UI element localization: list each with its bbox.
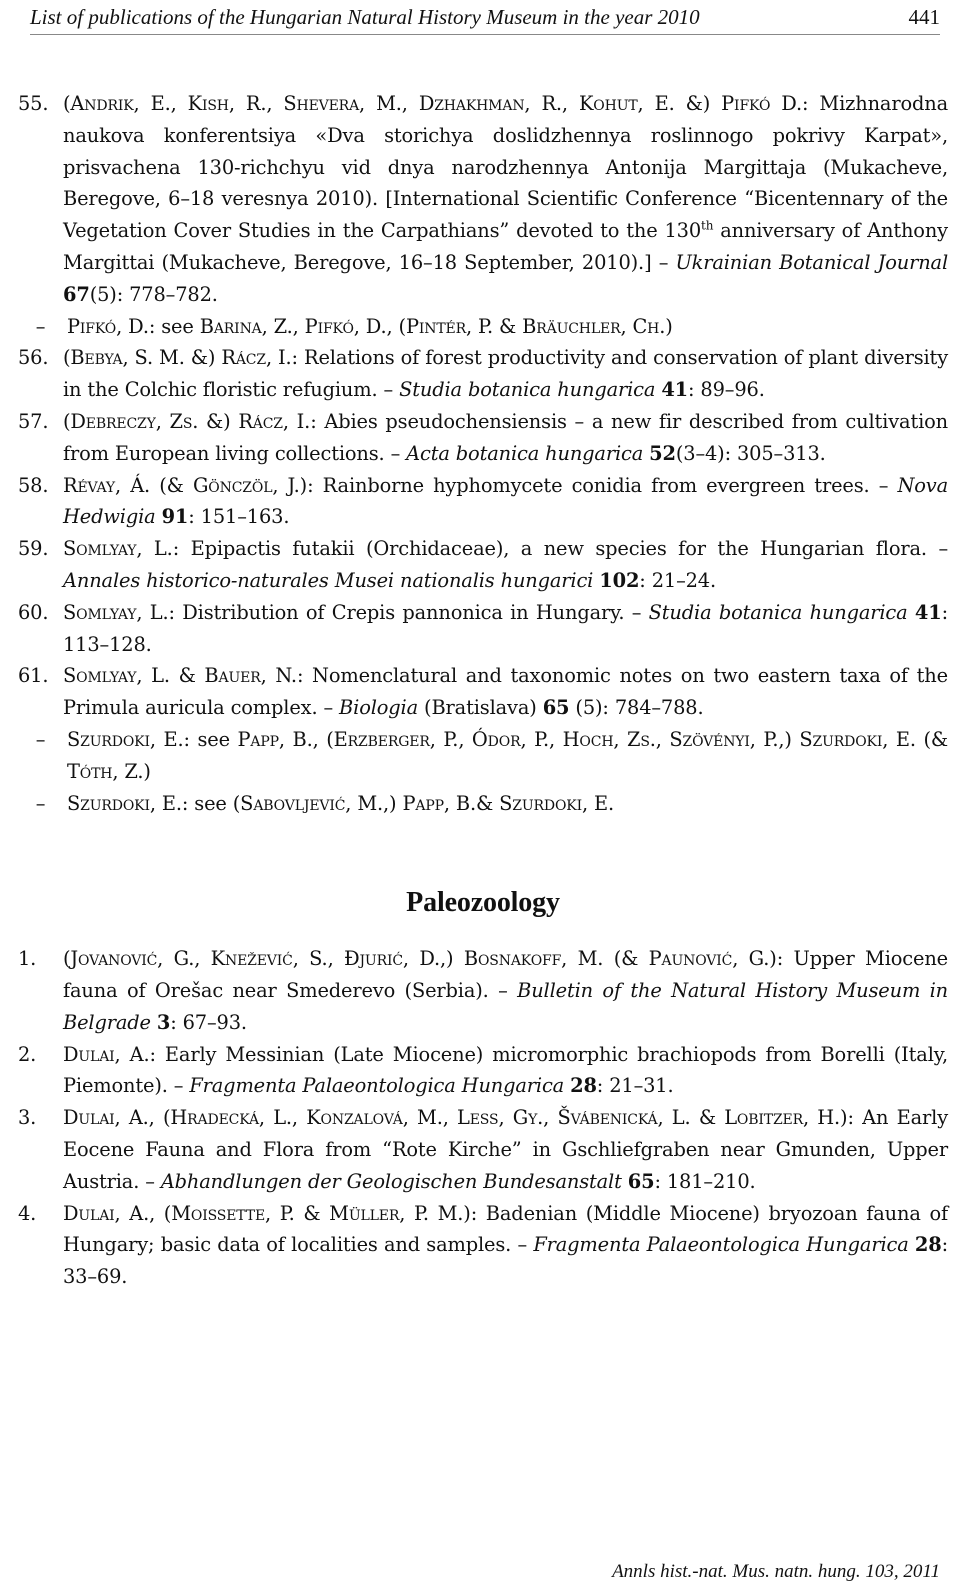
page-number: 441: [908, 4, 940, 29]
entry-volume: 91: [161, 505, 189, 529]
section-heading: Paleozoology: [406, 887, 560, 919]
entry-journal: Studia botanica hungarica: [648, 600, 908, 624]
entry-text: [63, 943, 948, 1038]
entry-authors: Dulai, A., (Hradecká, L., Konzalová, M., Less, Gy., Švábenická, L. & Lobitzer, H.): [63, 1106, 848, 1130]
entry-pages: : 21–31.: [596, 1074, 674, 1098]
entry-journal: Biologia: [339, 696, 419, 720]
entry-pages: : 33–69.: [63, 1233, 948, 1289]
entry-title: : Early Messinian (Late Miocene) micromorphic brachiopods from Borelli (Italy, Piemonte). –: [63, 1042, 948, 1098]
entry-crossref: Papp, B., (Erzberger, P., Ódor, P., Hoch, Zs., Szövényi, P.,) Szurdoki, E. (& Tóth, Z.): [67, 727, 948, 783]
entry-pages: (3–4): 305–313.: [675, 441, 826, 465]
entry-title: : Nomenclatural and taxonomic notes on two eastern taxa of the Primula auricula complex. –: [63, 664, 948, 720]
entry-title: : Upper Miocene fauna of Orešac near Smederevo (Serbia). –: [63, 947, 948, 1002]
entry-text: [63, 88, 948, 311]
entry-title: : Epipactis futakii (Orchidaceae), a new species for the Hungarian flora. –: [172, 537, 949, 561]
running-title: List of publications of the Hungarian Natural History Museum in the year 2010: [30, 4, 700, 29]
entry-text: [63, 1198, 948, 1293]
entry-journal: Acta botanica hungarica: [406, 441, 644, 465]
entry-volume: 52: [649, 441, 676, 465]
entry-pages: : 89–96.: [688, 378, 765, 402]
entry-volume: 3: [156, 1010, 171, 1034]
entry-authors: Pifkó, D.: [67, 314, 149, 338]
entry-journal: Fragmenta Palaeontologica Hungarica: [189, 1074, 565, 1098]
entry-pages: : 151–163.: [188, 505, 290, 529]
superscript: th: [701, 218, 714, 233]
entry-text: [63, 406, 948, 470]
entry-text: [63, 597, 948, 661]
entry-text: [63, 1039, 948, 1103]
entry-number: 1.: [18, 947, 37, 971]
publication-entry: [18, 533, 948, 597]
entry-pages: (5): 784–788.: [569, 696, 704, 720]
entry-volume: 28: [570, 1074, 597, 1098]
publication-entry: [18, 1039, 948, 1103]
publication-entry: [18, 1102, 948, 1197]
publication-entry: [18, 88, 948, 311]
publication-entry: [18, 597, 948, 661]
entry-authors: Szurdoki, E.: [67, 727, 184, 751]
publication-entry: [18, 342, 948, 406]
entry-authors: (Bebya, S. M. &) Rácz, I.: [63, 346, 292, 370]
entry-authors: Somlyay, L.: [63, 600, 169, 624]
entry-text: [67, 788, 948, 820]
entry-number: 2.: [18, 1042, 37, 1066]
entry-authors: (Debreczy, Zs. &) Rácz, I.: [63, 409, 311, 433]
publication-entry: [18, 311, 948, 343]
publication-entry: [18, 788, 948, 820]
entry-authors: Somlyay, L.: [63, 537, 173, 561]
entry-journal-place: (Bratislava): [418, 696, 543, 720]
entry-journal: Studia botanica hungarica: [399, 378, 656, 402]
entry-number: 55.: [18, 92, 49, 115]
entry-text: [67, 311, 948, 343]
entry-see: : see: [181, 791, 233, 815]
entry-number: 59.: [18, 537, 49, 561]
publication-entry: [18, 943, 948, 1038]
entry-title: : An Early Eocene Fauna and Flora from “Rote Kirche” in Gschliefgraben near Gmunden, Upper Austria. –: [63, 1106, 948, 1193]
entry-number: 58.: [18, 473, 49, 497]
publication-entry: [18, 470, 948, 534]
running-header: [30, 0, 940, 35]
entry-number: –: [35, 791, 46, 815]
entry-number: –: [35, 314, 46, 338]
publication-entry: [18, 660, 948, 724]
entry-crossref: Barina, Z., Pifkó, D., (Pintér, P. & Bräuchler, Ch.): [199, 314, 673, 338]
entry-number: 57.: [18, 409, 49, 433]
page-footer: Annls hist.-nat. Mus. natn. hung. 103, 2011: [612, 1561, 940, 1582]
entry-title: : Relations of forest productivity and conservation of plant diversity in the Colchic floristic refugium. –: [63, 346, 948, 402]
page-content: [18, 88, 948, 1293]
entry-volume: 41: [661, 378, 688, 402]
entry-text: [63, 470, 948, 534]
entry-number: –: [35, 727, 46, 751]
entry-text: [67, 724, 948, 788]
entry-authors: Dulai, A., (Moissette, P. & Müller, P. M.): [63, 1201, 471, 1225]
entry-volume: 28: [914, 1233, 942, 1257]
entry-number: 60.: [18, 600, 49, 624]
entry-title: : Distribution of Crepis pannonica in Hungary. –: [168, 600, 649, 624]
entry-authors: Révay, Á. (& Gönczöl, J.): [63, 473, 308, 497]
entry-volume: 67: [63, 282, 90, 306]
entry-text: [63, 1102, 948, 1197]
entry-see: : see: [183, 727, 238, 751]
entry-title: : Abies pseudochensiensis – a new fir described from cultivation from European living collections. –: [63, 409, 949, 465]
entry-authors: Szurdoki, E.: [67, 791, 182, 815]
entry-journal: Bulletin of the Natural History Museum in Belgrade: [63, 978, 949, 1034]
entry-pages: : 113–128.: [63, 600, 948, 656]
entry-text: [63, 533, 948, 597]
entry-volume: 102: [599, 568, 640, 592]
entry-text: [63, 342, 948, 406]
entry-crossref: (Sabovljević, M.,) Papp, B.& Szurdoki, E.: [232, 791, 615, 815]
entry-journal: Nova Hedwigia: [63, 473, 948, 529]
entry-pages: : 181–210.: [654, 1169, 756, 1193]
publication-entry: [18, 724, 948, 788]
entry-number: 61.: [18, 664, 49, 688]
entry-title: : Badenian (Middle Miocene) bryozoan fauna of Hungary; basic data of localities and samples. –: [63, 1201, 948, 1257]
entry-title: : Rainborne hyphomycete conidia from evergreen trees. –: [307, 473, 898, 497]
entry-volume: 41: [914, 600, 942, 624]
entry-see: : see: [148, 314, 200, 338]
entry-pages: : 67–93.: [170, 1010, 247, 1034]
entry-pages: : 21–24.: [639, 568, 717, 592]
entry-authors: Dulai, A.: [63, 1042, 150, 1066]
entry-text: [63, 660, 948, 724]
entry-number: 4.: [18, 1201, 37, 1225]
entry-authors: Somlyay, L. & Bauer, N.: [63, 664, 297, 688]
publication-entry: [18, 406, 948, 470]
entry-journal: Abhandlungen der Geologischen Bundesanstalt: [160, 1169, 622, 1193]
publication-entry: [18, 1198, 948, 1293]
entry-journal: Annales historico-naturales Musei nationalis hungarici: [63, 568, 594, 592]
entry-volume: 65: [542, 696, 570, 720]
entry-title: : Mizhnarodna naukova konferentsiya «Dva storichya doslidzhennya roslinnogo pokrivy Karpat», prisvachena 130-richchyu vid dnya narodzhennya Antonija Margittaja (Mukacheve, Beregove, 6–18 veresnya 2010). [International Scientific Conference “Bicentennary of the Vegetation Cover Studies in the Carpathians” devoted to the 130: [63, 92, 948, 243]
entry-journal: Fragmenta Palaeontologica Hungarica: [533, 1233, 909, 1257]
entry-title-cont: anniversary of Anthony Margittai (Mukacheve, Beregove, 16–18 September, 2010).] –: [63, 219, 948, 274]
entry-authors: (Jovanović, G., Knežević, S., Đjurić, D.,) Bosnakoff, M. (& Paunović, G.): [63, 947, 777, 971]
entry-journal: Ukrainian Botanical Journal: [675, 250, 948, 274]
entry-volume: 65: [627, 1169, 655, 1193]
entry-number: 56.: [18, 346, 49, 370]
entry-authors: (Andrik, E., Kish, R., Shevera, M., Dzhakhman, R., Kohut, E. &) Pifkó D.: [63, 92, 803, 115]
entry-number: 3.: [18, 1106, 37, 1130]
entry-pages: (5): 778–782.: [89, 282, 218, 306]
